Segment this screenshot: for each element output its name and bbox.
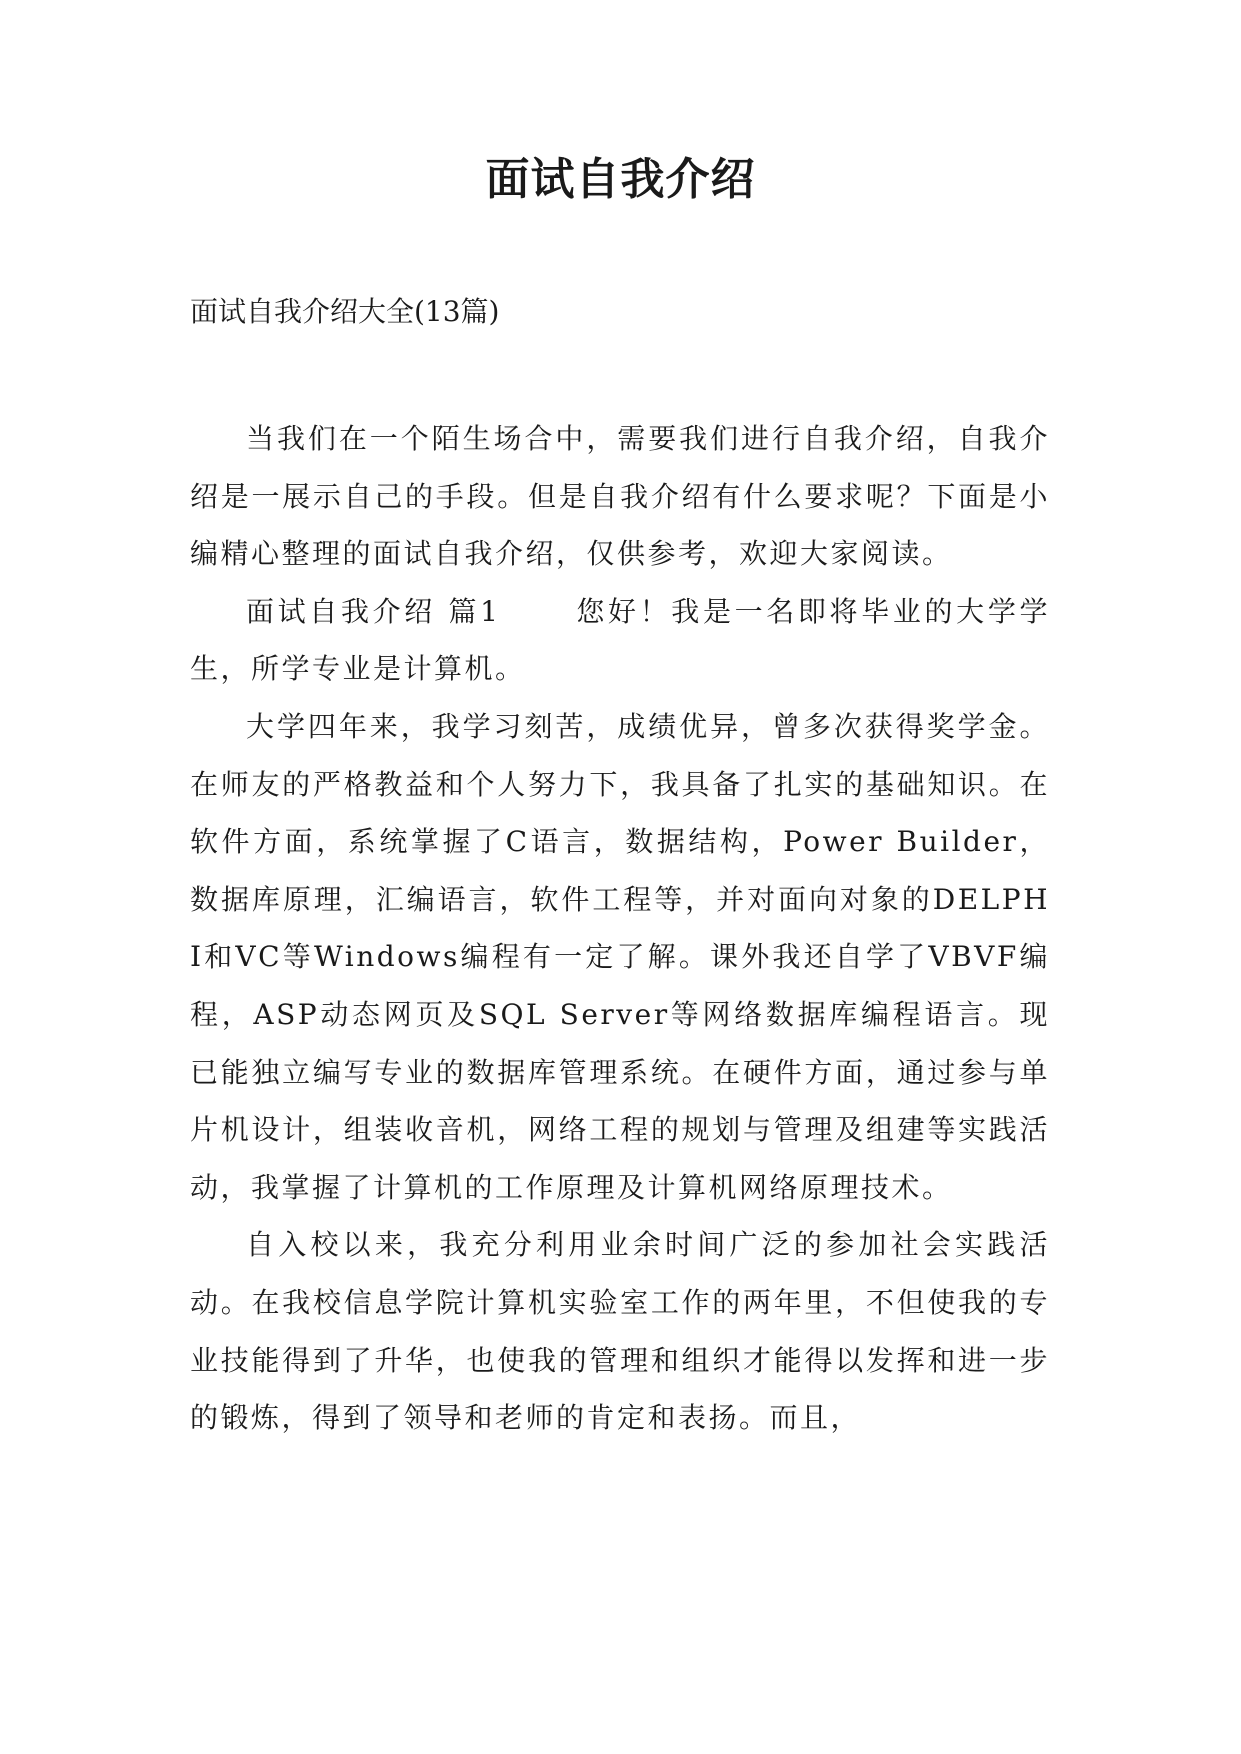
paragraph-study-experience: 大学四年来，我学习刻苦，成绩优异，曾多次获得奖学金。在师友的严格教益和个人努力下，我具备了扎实的基础知识。在软件方面，系统掌握了C语言，数据结构，Power Builder，数据库原理，汇编语言，软件工程等，并对面向对象的DELPHI和VC等Windows编程有一定了解。课外我还自学了VBVF编程，ASP动态网页及SQL Server等网络数据库编程语言。现已能独立编写专业的数据库管理系统。在硬件方面，通过参与单片机设计，组装收音机，网络工程的规划与管理及组建等实践活动，我掌握了计算机的工作原理及计算机网络原理技术。 (190, 709, 1050, 1204)
document-title: 面试自我介绍 (485, 154, 756, 205)
document-subtitle: 面试自我介绍大全(13篇) (190, 295, 500, 328)
paragraph-intro: 当我们在一个陌生场合中，需要我们进行自我介绍，自我介绍是一展示自己的手段。但是自我介绍有什么要求呢？下面是小编精心整理的面试自我介绍，仅供参考，欢迎大家阅读。 (190, 422, 1050, 571)
document-body (190, 410, 1050, 1447)
paragraph-part-1-opening: 面试自我介绍 篇1 您好！我是一名即将毕业的大学学生，所学专业是计算机。 (190, 594, 1050, 686)
paragraph-practice-experience: 自入校以来，我充分利用业余时间广泛的参加社会实践活动。在我校信息学院计算机实验室工作的两年里，不但使我的专业技能得到了升华，也使我的管理和组织才能得以发挥和进一步的锻炼，得到了领导和老师的肯定和表扬。而且， (190, 1228, 1050, 1435)
